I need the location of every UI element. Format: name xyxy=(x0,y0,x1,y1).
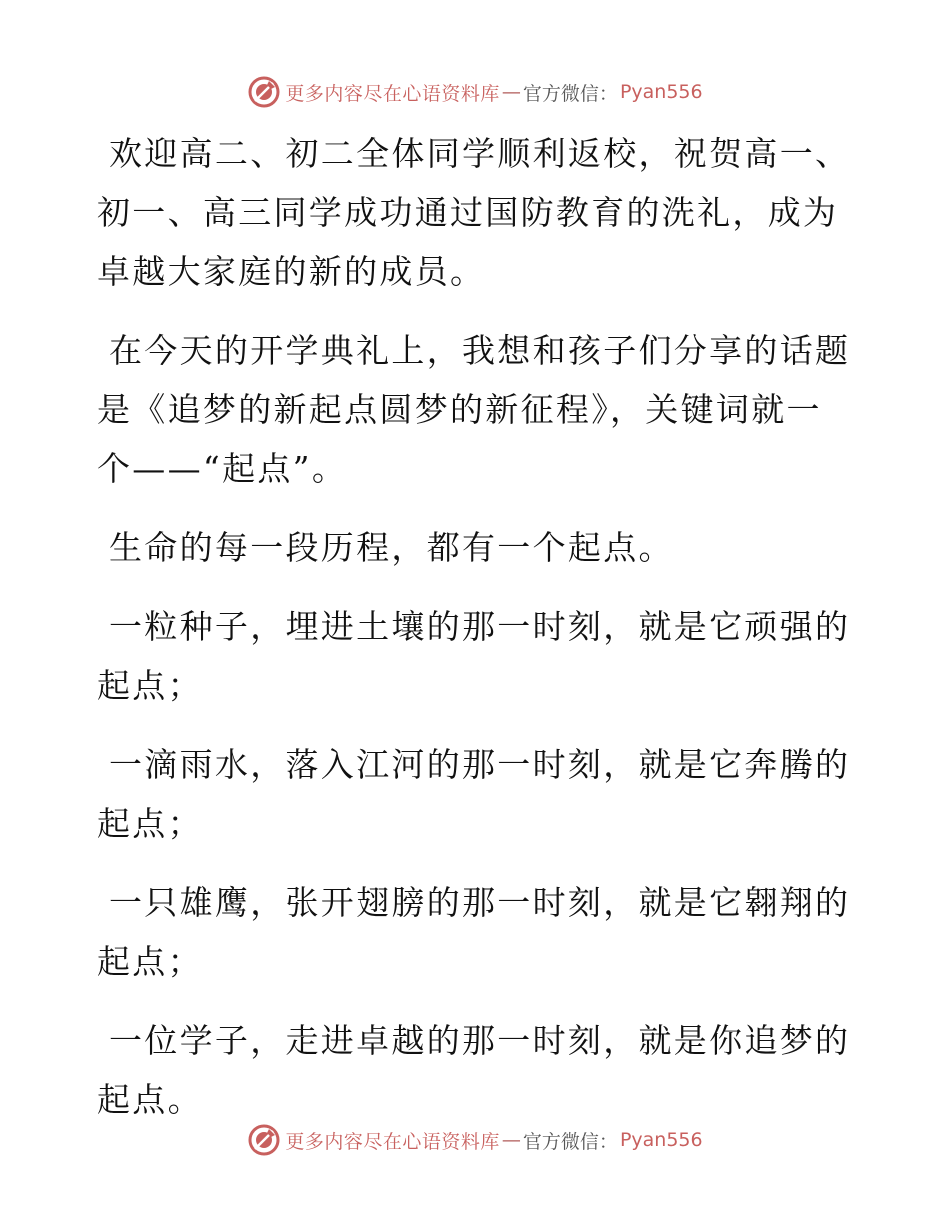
paragraph-student: 一位学子，走进卓越的那一时刻，就是你追梦的起点。 xyxy=(97,1021,851,1119)
watermark-official-label: 官方微信： xyxy=(522,82,618,105)
watermark-site-text: 更多内容尽在心语资料库 xyxy=(285,1130,500,1153)
watermark-site-text: 更多内容尽在心语资料库 xyxy=(285,82,500,105)
paragraph-eagle: 一只雄鹰，张开翅膀的那一时刻，就是它翱翔的起点； xyxy=(97,883,851,981)
paragraph-raindrop: 一滴雨水，落入江河的那一时刻，就是它奔腾的起点； xyxy=(97,745,851,843)
watermark-wechat-id: Pyan556 xyxy=(619,1129,703,1151)
footer-watermark xyxy=(0,1120,950,1160)
pen-logo-icon xyxy=(247,1123,281,1157)
paragraph-topic: 在今天的开学典礼上，我想和孩子们分享的话题是《追梦的新起点圆梦的新征程》，关键词就一个——“起点”。 xyxy=(97,331,851,488)
pen-logo-icon xyxy=(247,75,281,109)
watermark-wechat-id: Pyan556 xyxy=(619,81,703,103)
watermark-official-label: 官方微信： xyxy=(522,1130,618,1153)
paragraph-life-start: 生命的每一段历程，都有一个起点。 xyxy=(109,528,674,567)
document-body xyxy=(97,124,857,1149)
paragraph-seed: 一粒种子，埋进土壤的那一时刻，就是它顽强的起点； xyxy=(97,607,851,705)
header-watermark xyxy=(0,72,950,112)
watermark-dash: — xyxy=(501,81,521,103)
paragraph-welcome: 欢迎高二、初二全体同学顺利返校，祝贺高一、初一、高三同学成功通过国防教育的洗礼，成为卓越大家庭的新的成员。 xyxy=(97,134,851,291)
watermark-dash: — xyxy=(501,1129,521,1151)
